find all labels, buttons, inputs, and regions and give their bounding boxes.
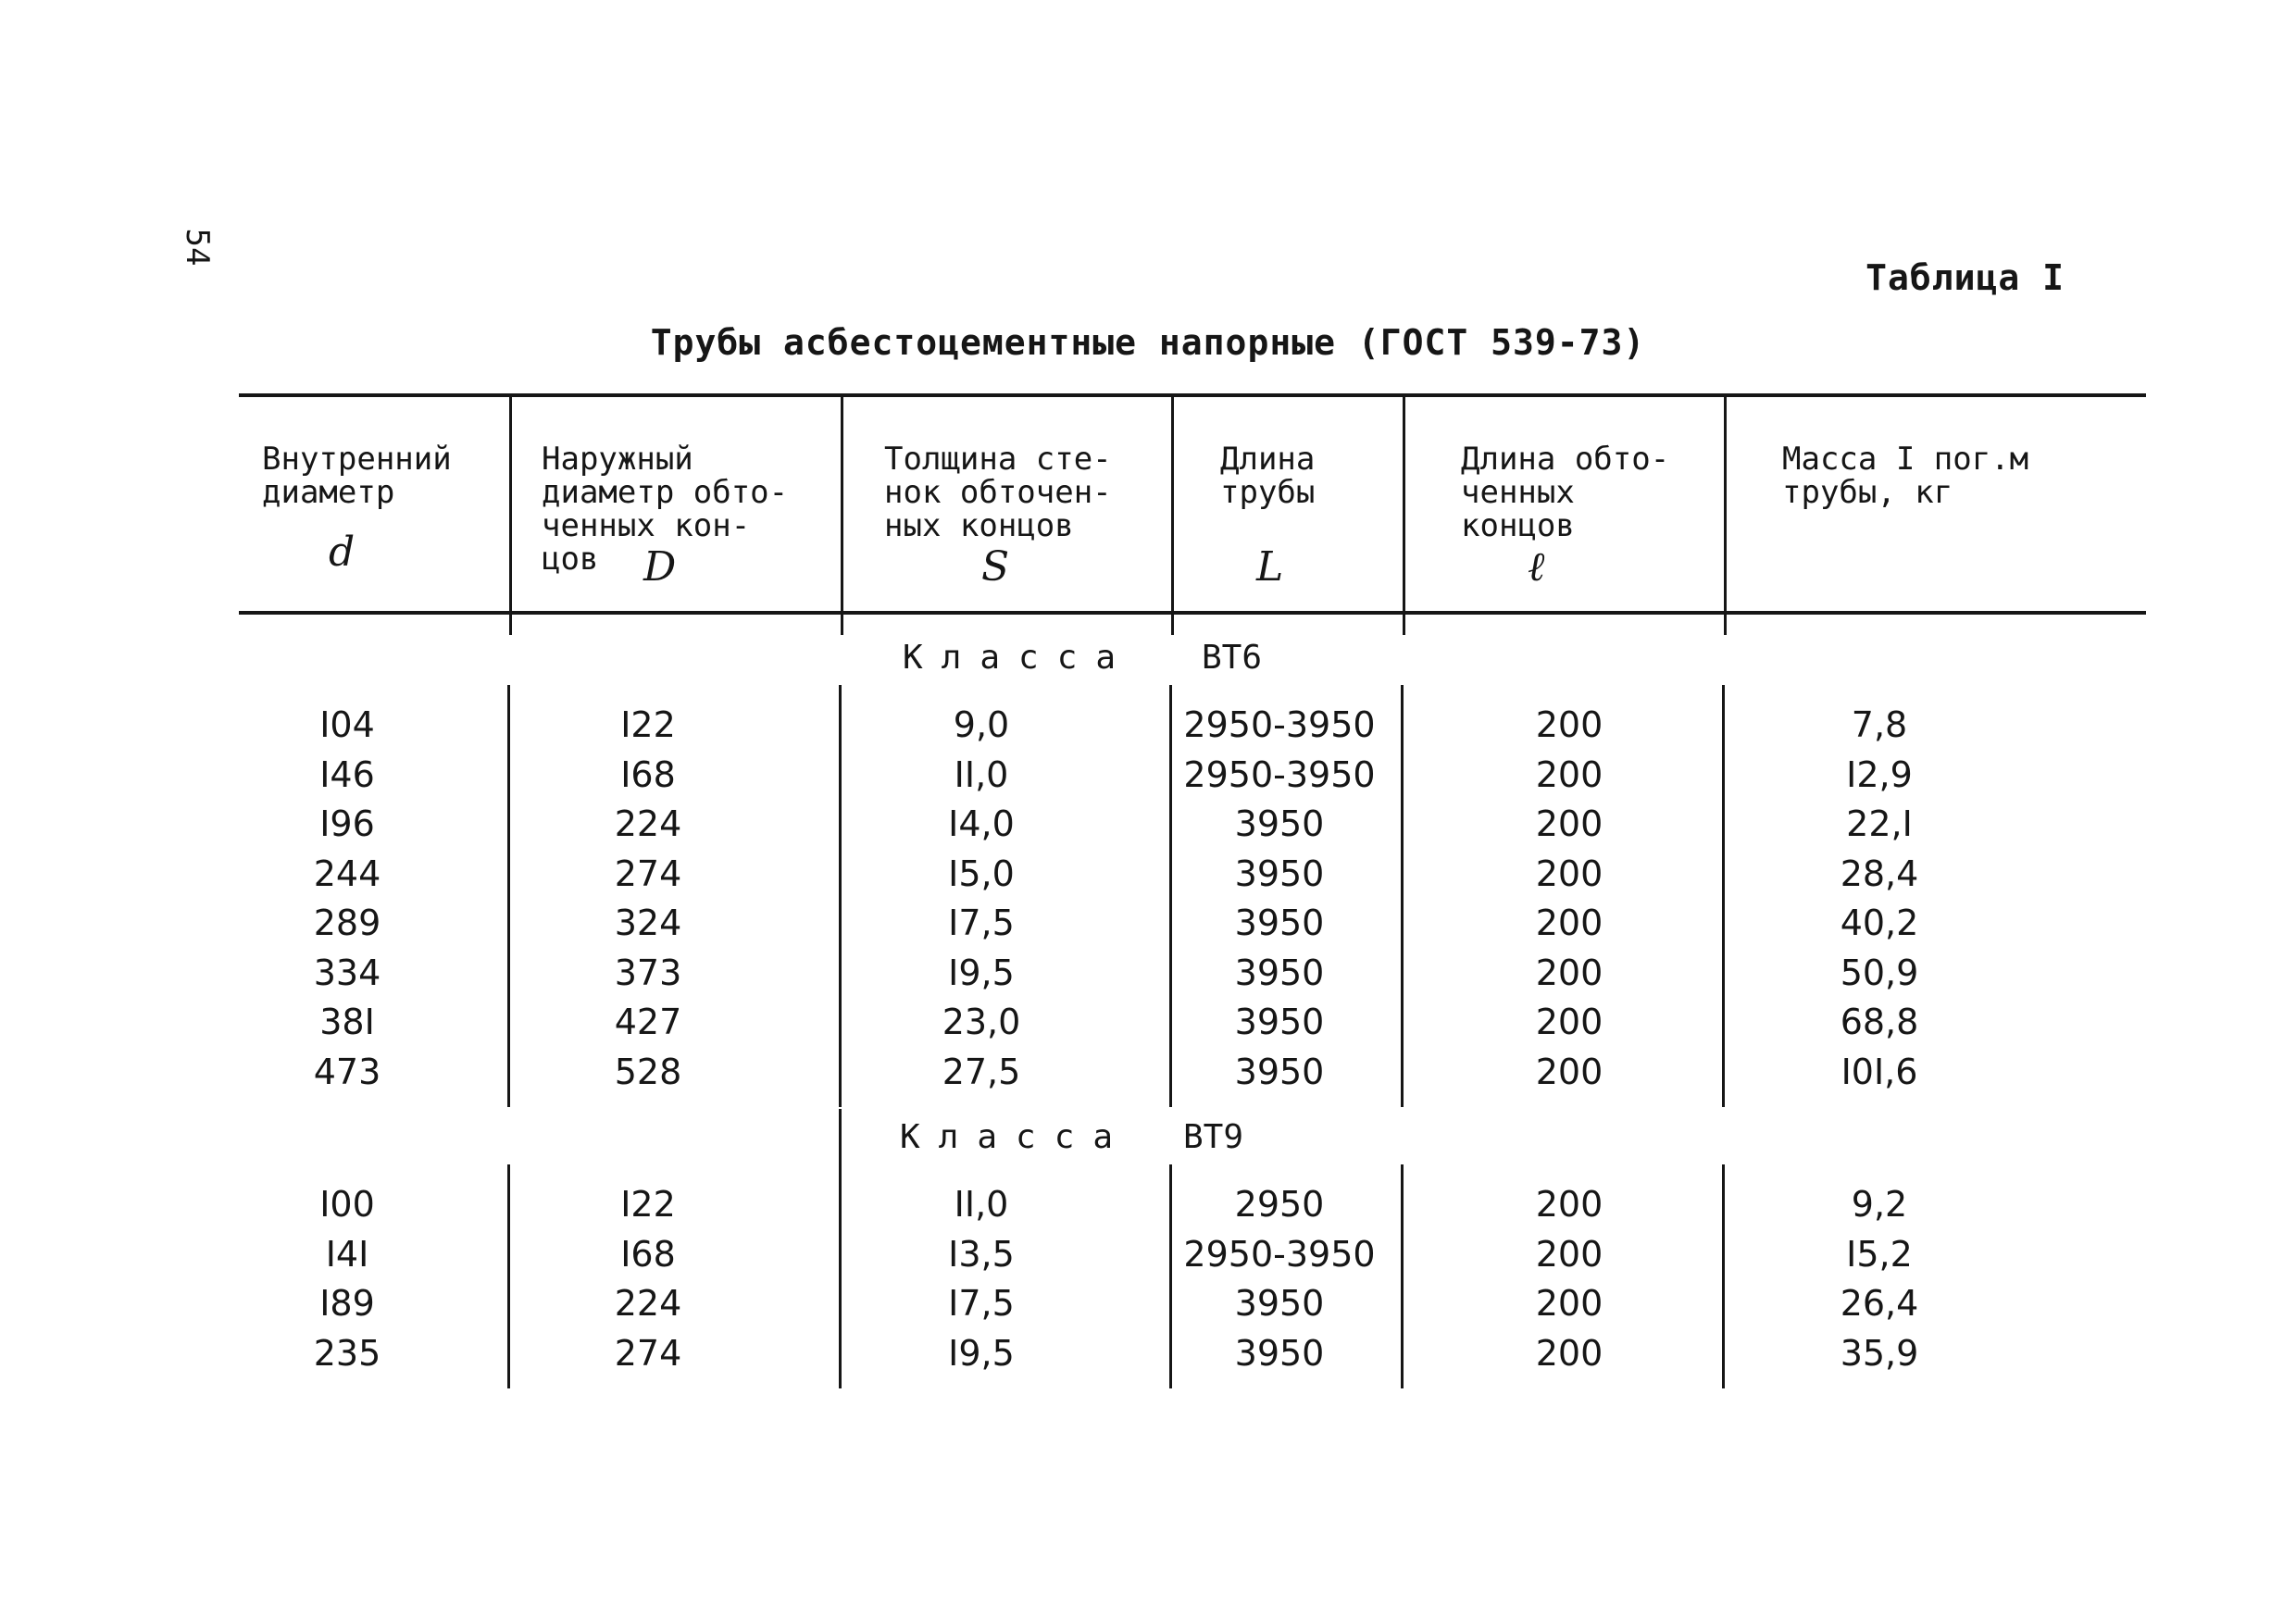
data-column-separator: [1401, 685, 1404, 1107]
header-column-separator: [509, 395, 512, 635]
table-cell: 38I: [319, 1002, 375, 1042]
table-cell: I68: [620, 753, 676, 795]
table-cell: II,0: [954, 753, 1009, 795]
table-cell: 22,I: [1846, 803, 1913, 844]
table-cell: I9,5: [948, 952, 1015, 993]
table-cell: I68: [620, 1233, 676, 1275]
column-header: Длина трубы: [1220, 441, 1316, 511]
class-label-word: Класса: [903, 639, 1135, 677]
table-cell: 27,5: [942, 1051, 1021, 1092]
table-cell: I4I: [325, 1233, 369, 1275]
table-cell: 200: [1535, 1283, 1603, 1324]
table-cell: 9,0: [953, 704, 1010, 745]
column-symbol: S: [981, 543, 1010, 591]
table-cell: 200: [1535, 853, 1603, 894]
table-header-rule: [239, 611, 2146, 615]
table-cell: 200: [1535, 1233, 1603, 1275]
data-column-separator: [1722, 685, 1725, 1107]
table-cell: 373: [614, 952, 682, 993]
table-cell: 2950-3950: [1183, 753, 1376, 795]
column-header: Толщина сте- нок обточен- ных концов: [884, 441, 1112, 544]
header-column-separator: [1724, 395, 1727, 635]
table-cell: 35,9: [1840, 1332, 1919, 1374]
table-cell: 3950: [1234, 902, 1325, 943]
table-cell: 28,4: [1840, 853, 1919, 894]
table-cell: 68,8: [1840, 1002, 1919, 1042]
table-cell: I00: [319, 1184, 375, 1225]
column-header: Длина обто- ченных концов: [1461, 441, 1670, 544]
table-cell: 2950-3950: [1183, 1233, 1376, 1275]
table-cell: 200: [1535, 902, 1603, 943]
table-cell: I22: [620, 1184, 676, 1225]
class-row-separator: [839, 1109, 842, 1164]
column-header: Внутренний диаметр: [262, 441, 452, 511]
table-top-rule: [239, 393, 2146, 397]
page-number: 54: [179, 228, 216, 267]
table-cell: 2950: [1234, 1184, 1325, 1225]
table-cell: I4,0: [948, 803, 1015, 844]
data-column-separator: [839, 1164, 842, 1388]
table-cell: 23,0: [942, 1002, 1021, 1042]
table-cell: 473: [313, 1051, 381, 1092]
table-cell: 224: [614, 803, 682, 844]
table-cell: 289: [313, 902, 381, 943]
table-cell: 2950-3950: [1183, 704, 1376, 745]
table-cell: 200: [1535, 1002, 1603, 1042]
table-cell: 200: [1535, 753, 1603, 795]
table-cell: II,0: [954, 1184, 1009, 1225]
table-cell: I7,5: [948, 1283, 1015, 1324]
column-symbol: L: [1256, 543, 1284, 591]
table-cell: 200: [1535, 1184, 1603, 1225]
table-cell: 334: [313, 952, 381, 993]
table-cell: I89: [319, 1283, 375, 1324]
header-column-separator: [1403, 395, 1405, 635]
table-cell: 3950: [1234, 1283, 1325, 1324]
document-title: Трубы асбестоцементные напорные (ГОСТ 539-73): [650, 322, 1646, 363]
table-cell: 200: [1535, 1051, 1603, 1092]
table-cell: I5,0: [948, 853, 1015, 894]
class-label-word: Класса: [900, 1118, 1132, 1156]
table-cell: 200: [1535, 803, 1603, 844]
table-cell: 3950: [1234, 853, 1325, 894]
table-cell: I3,5: [948, 1233, 1015, 1275]
table-cell: 244: [313, 853, 381, 894]
table-cell: I7,5: [948, 902, 1015, 943]
column-header: Масса I пог.м трубы, кг: [1782, 441, 2029, 511]
column-header: Наружный диаметр обто- ченных кон- цов: [542, 441, 789, 578]
data-column-separator: [839, 685, 842, 1107]
table-cell: I96: [319, 803, 375, 844]
data-column-separator: [1401, 1164, 1404, 1388]
data-column-separator: [507, 685, 510, 1107]
table-cell: 224: [614, 1283, 682, 1324]
table-cell: 200: [1535, 1332, 1603, 1374]
table-cell: 3950: [1234, 1332, 1325, 1374]
table-cell: 3950: [1234, 803, 1325, 844]
class-label-name: ВТ6: [1202, 639, 1263, 677]
table-cell: I22: [620, 704, 676, 745]
table-cell: 235: [313, 1332, 381, 1374]
table-cell: 200: [1535, 952, 1603, 993]
table-cell: 3950: [1234, 1051, 1325, 1092]
table-cell: 274: [614, 853, 682, 894]
table-cell: 528: [614, 1051, 682, 1092]
table-cell: I9,5: [948, 1332, 1015, 1374]
table-cell: 324: [614, 902, 682, 943]
table-cell: 274: [614, 1332, 682, 1374]
table-cell: 200: [1535, 704, 1603, 745]
table-cell: I46: [319, 753, 375, 795]
data-column-separator: [1169, 685, 1172, 1107]
table-cell: 7,8: [1851, 704, 1908, 745]
header-column-separator: [1171, 395, 1174, 635]
header-column-separator: [841, 395, 843, 635]
table-cell: 26,4: [1840, 1283, 1919, 1324]
column-symbol: D: [643, 543, 677, 591]
table-cell: 40,2: [1840, 902, 1919, 943]
table-cell: 3950: [1234, 952, 1325, 993]
column-symbol: d: [329, 529, 356, 576]
data-column-separator: [1722, 1164, 1725, 1388]
table-cell: 9,2: [1851, 1184, 1908, 1225]
table-cell: I0I,6: [1841, 1051, 1918, 1092]
table-cell: I2,9: [1846, 753, 1913, 795]
table-cell: 427: [614, 1002, 682, 1042]
data-column-separator: [507, 1164, 510, 1388]
column-symbol: ℓ: [1528, 543, 1545, 591]
table-cell: 3950: [1234, 1002, 1325, 1042]
table-cell: 50,9: [1840, 952, 1919, 993]
class-label-name: ВТ9: [1183, 1118, 1244, 1156]
table-cell: I5,2: [1846, 1233, 1913, 1275]
table-cell: I04: [319, 704, 375, 745]
table-label: Таблица I: [1866, 257, 2065, 298]
